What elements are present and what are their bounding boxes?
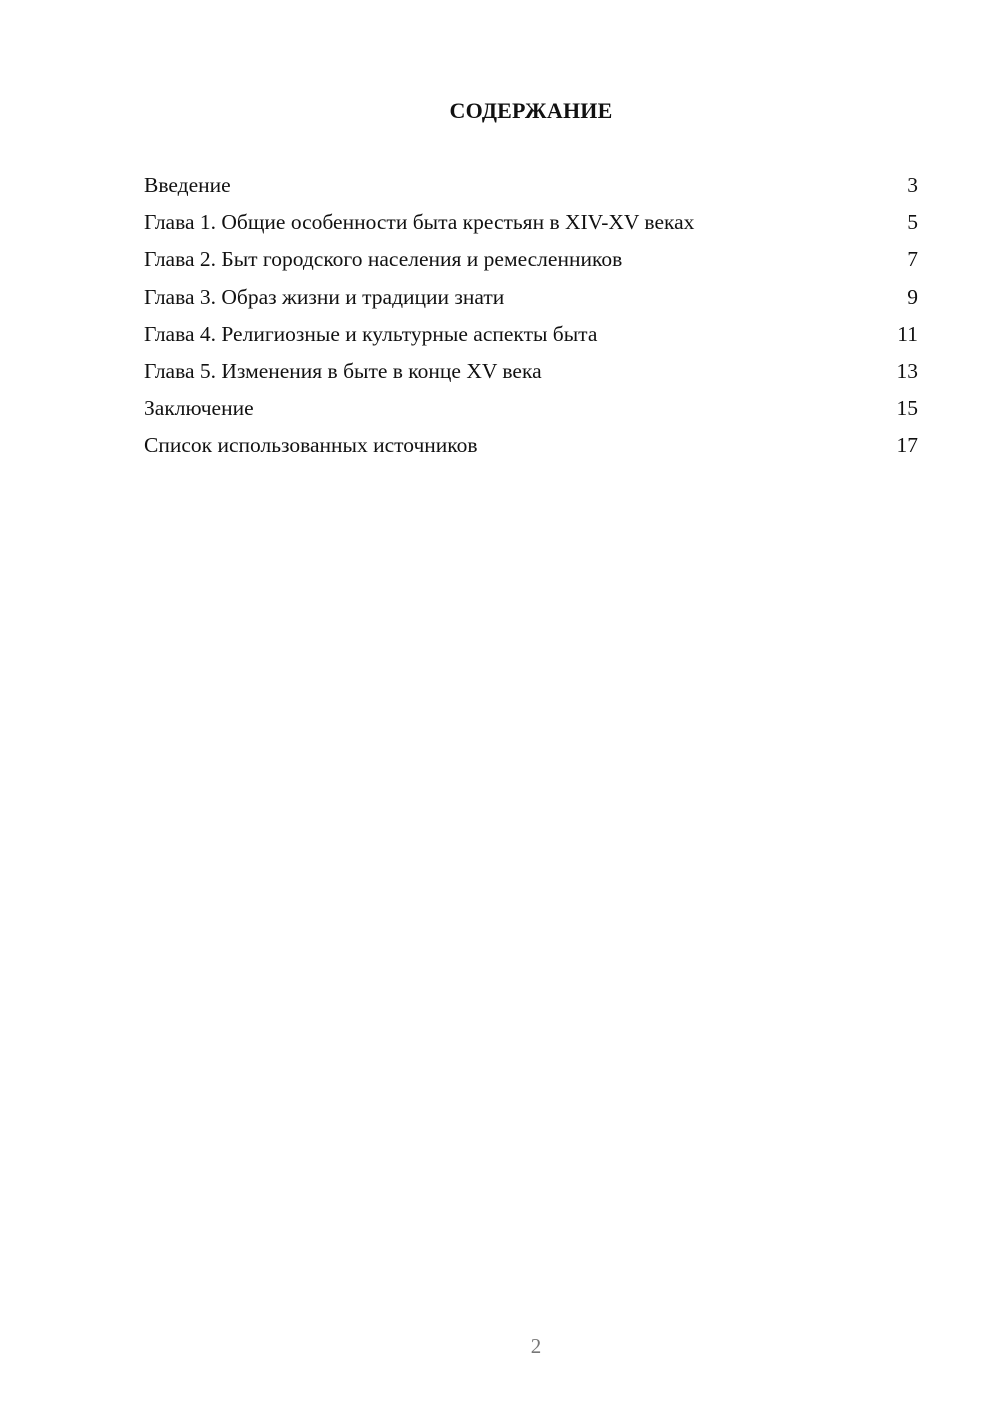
toc-entry-label: Глава 3. Образ жизни и традиции знати <box>144 284 505 309</box>
toc-entry-page: 7 <box>907 247 918 272</box>
toc-entry-label: Глава 5. Изменения в быте в конце XV века <box>144 358 542 383</box>
page-title: СОДЕРЖАНИЕ <box>449 98 613 123</box>
toc-entry-introduction <box>144 170 918 207</box>
toc-entry-label: Заключение <box>144 396 254 421</box>
toc-entry-label: Глава 1. Общие особенности быта крестьян в XIV-XV веках <box>144 210 695 235</box>
toc-entry-label: Введение <box>144 173 231 197</box>
toc-entry-page: 11 <box>897 321 918 346</box>
toc-entry-page: 5 <box>907 210 918 235</box>
toc-entry-page: 3 <box>907 173 918 197</box>
toc-entry-references <box>144 430 918 467</box>
toc-entry-page: 13 <box>896 358 918 383</box>
toc-entry-conclusion <box>144 393 918 430</box>
toc-entry-chapter-5 <box>144 356 918 393</box>
toc-entry-chapter-1 <box>144 207 918 244</box>
toc-entry-chapter-2 <box>144 244 918 281</box>
toc-entry-page: 15 <box>896 396 918 421</box>
toc-entry-page: 9 <box>907 284 918 309</box>
toc-entry-chapter-4 <box>144 319 918 356</box>
toc-entry-label: Глава 4. Религиозные и культурные аспекты быта <box>144 321 598 346</box>
toc-entry-chapter-3 <box>144 282 918 319</box>
toc-entry-page: 17 <box>896 433 918 458</box>
page-number: 2 <box>530 1334 542 1358</box>
table-of-contents <box>144 170 918 468</box>
toc-entry-label: Список использованных источников <box>144 433 478 458</box>
toc-entry-label: Глава 2. Быт городского населения и ремесленников <box>144 247 623 272</box>
